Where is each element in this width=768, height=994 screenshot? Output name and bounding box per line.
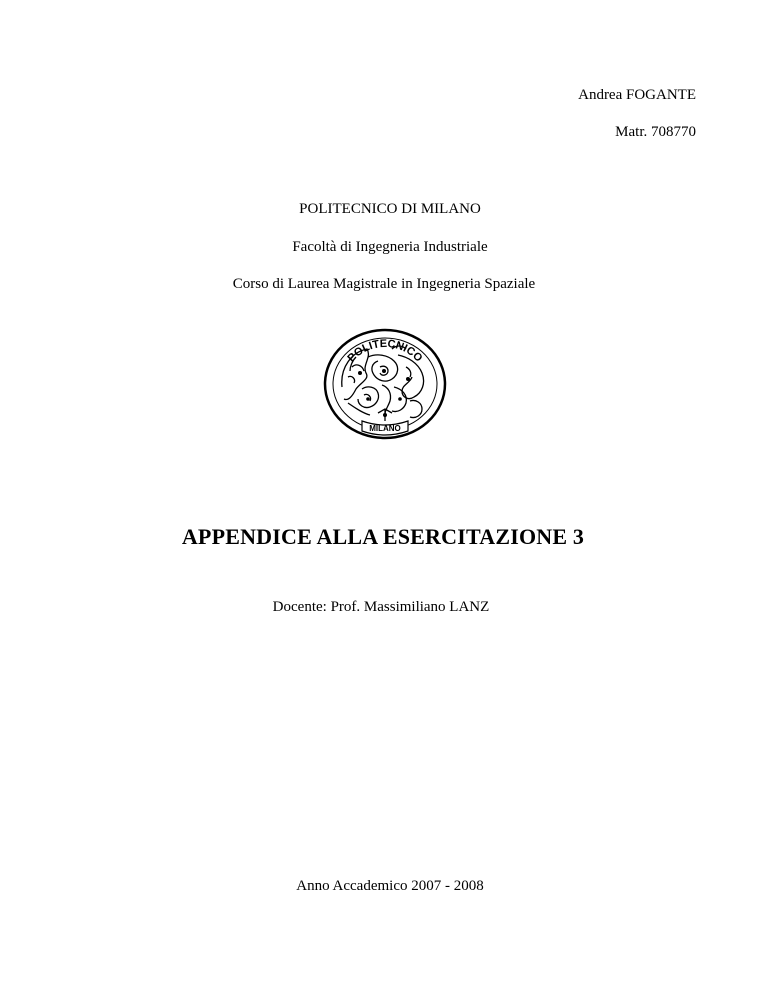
university-name: POLITECNICO DI MILANO: [299, 201, 481, 217]
course-name: Corso di Laurea Magistrale in Ingegneria Spaziale: [232, 276, 536, 292]
seal-top-text: POLITECNICO: [345, 337, 425, 365]
politecnico-seal-icon: [322, 327, 448, 441]
student-id: Matr. 708770: [615, 124, 696, 140]
faculty-name: Facoltà di Ingegneria Industriale: [292, 239, 488, 255]
document-title: APPENDICE ALLA ESERCITAZIONE 3: [181, 524, 585, 549]
academic-year: Anno Accademico 2007 - 2008: [296, 878, 484, 894]
author-name: Andrea FOGANTE: [578, 87, 696, 103]
teacher-name: Docente: Prof. Massimiliano LANZ: [272, 599, 490, 615]
seal-bottom-text: MILANO: [369, 424, 401, 433]
